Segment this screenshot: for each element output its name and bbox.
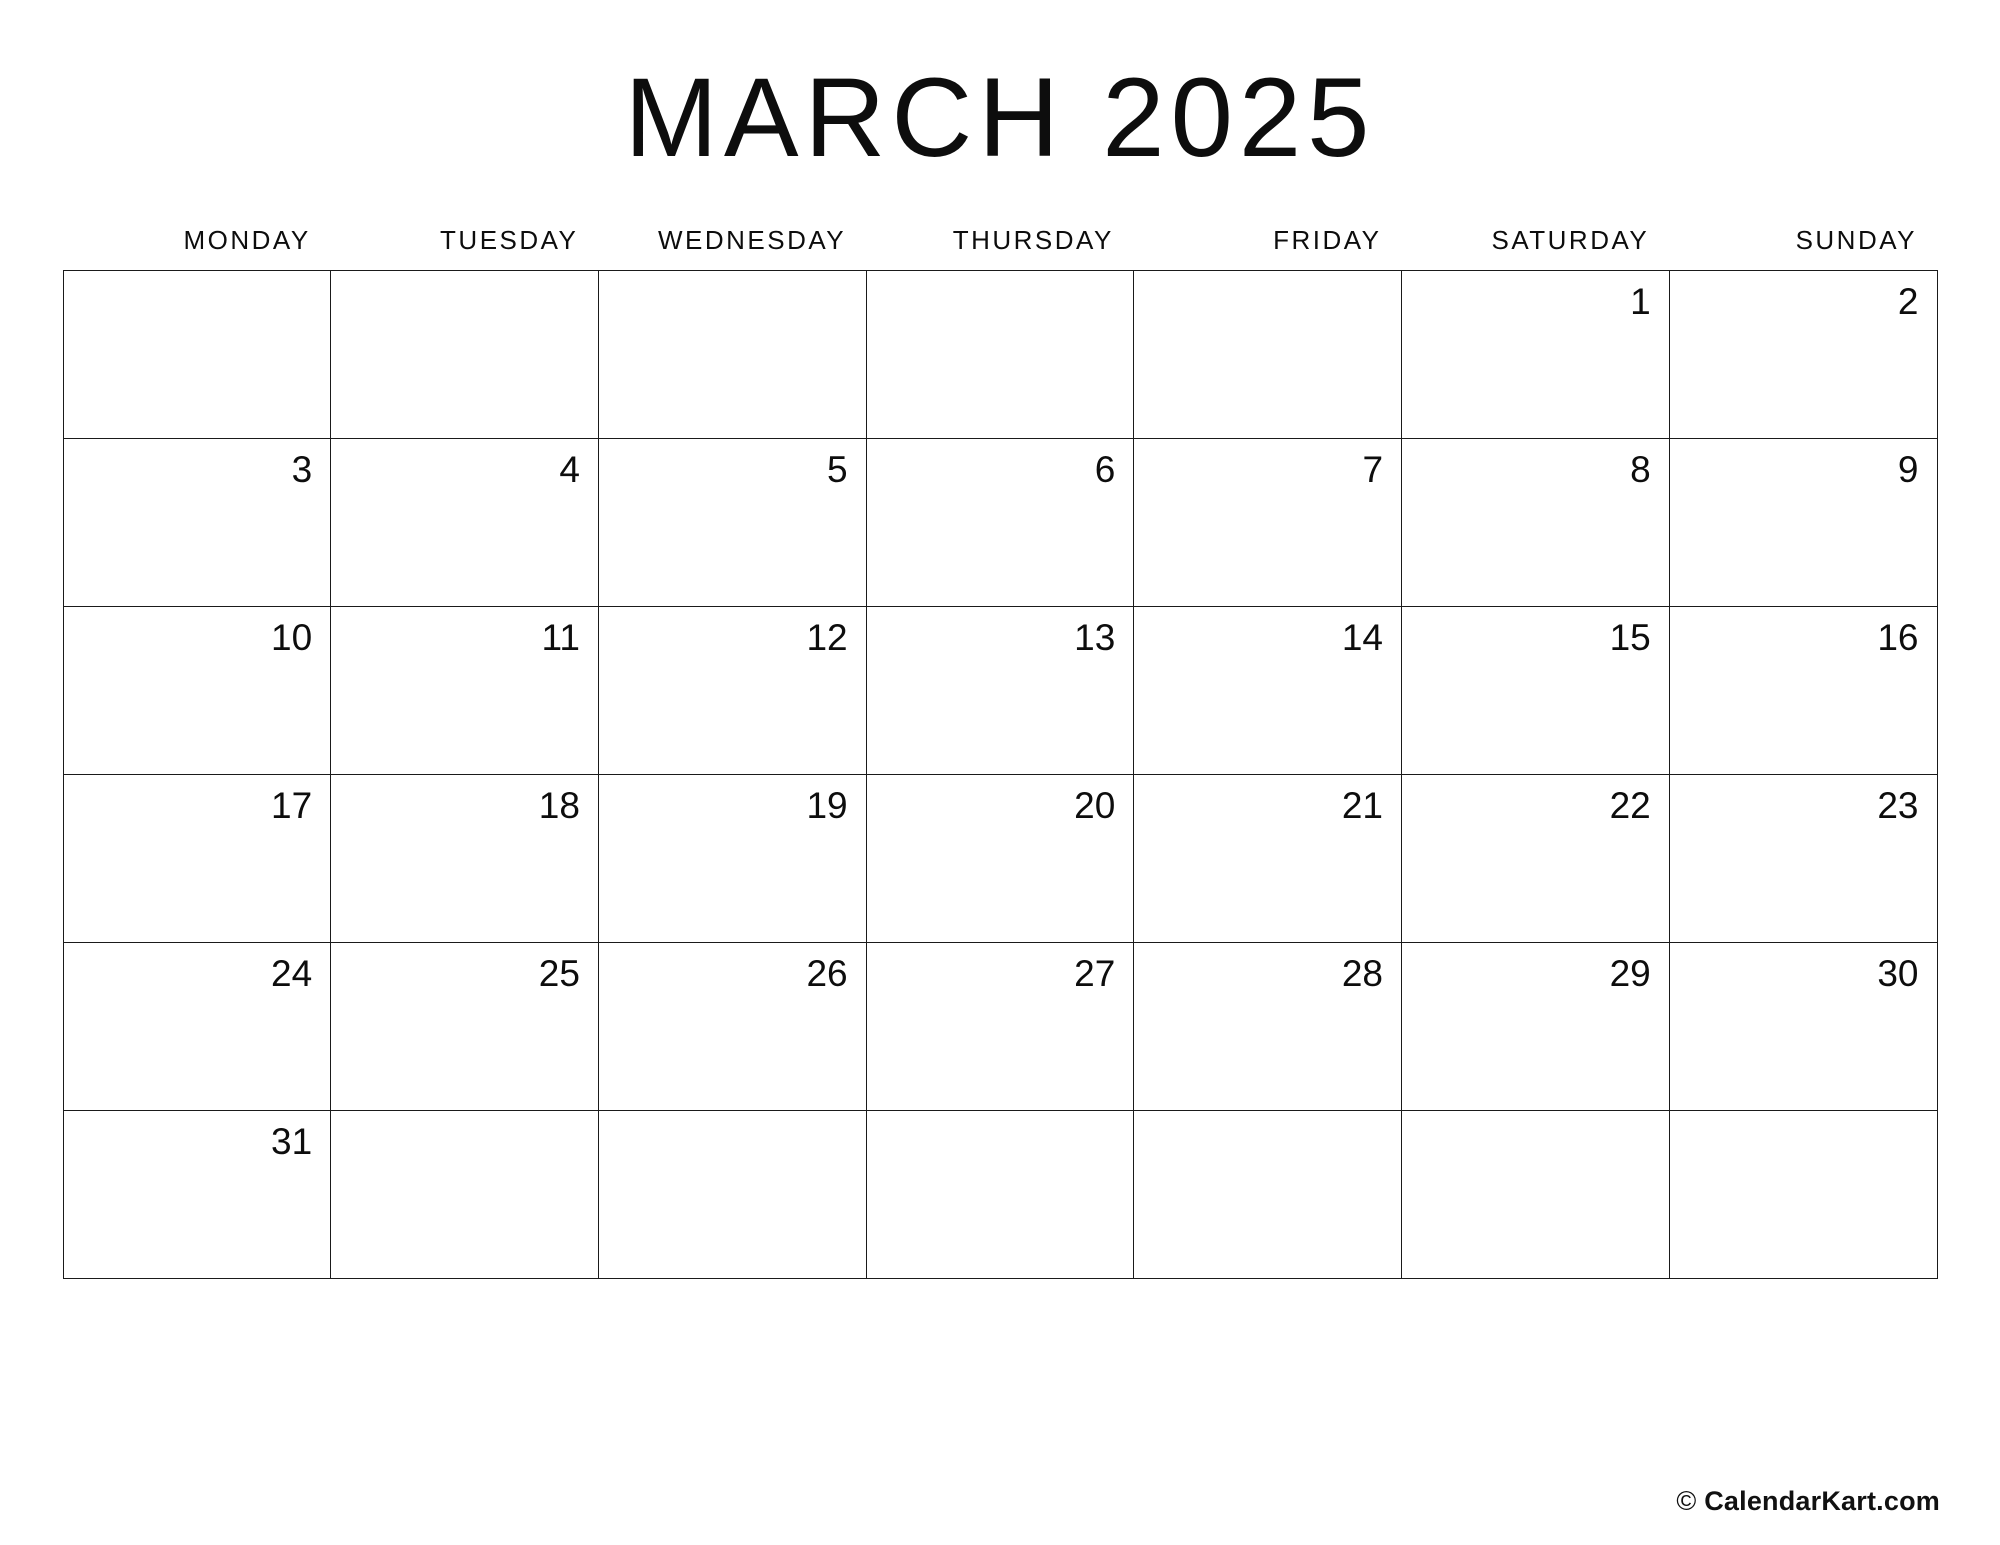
day-cell[interactable]: 27 <box>866 942 1134 1110</box>
weekday-header-sunday: SUNDAY <box>1795 224 1917 255</box>
day-cell[interactable] <box>1134 1110 1402 1278</box>
day-cell[interactable] <box>1669 1110 1937 1278</box>
calendar-grid <box>63 214 1938 1279</box>
weekday-header-saturday: SATURDAY <box>1491 224 1650 255</box>
weekday-header-wednesday: WEDNESDAY <box>657 224 847 255</box>
day-cell[interactable]: 30 <box>1669 942 1937 1110</box>
calendar-week-row <box>63 942 1937 1110</box>
day-cell[interactable] <box>63 270 331 438</box>
day-cell[interactable]: 17 <box>63 774 331 942</box>
day-cell[interactable] <box>598 270 866 438</box>
day-cell[interactable]: 16 <box>1669 606 1937 774</box>
day-cell[interactable]: 9 <box>1669 438 1937 606</box>
day-cell[interactable]: 13 <box>866 606 1134 774</box>
day-cell[interactable] <box>331 270 599 438</box>
day-cell[interactable]: 12 <box>598 606 866 774</box>
weekday-header-tuesday: TUESDAY <box>440 224 579 255</box>
day-cell[interactable]: 10 <box>63 606 331 774</box>
day-cell[interactable]: 18 <box>331 774 599 942</box>
day-cell[interactable]: 6 <box>866 438 1134 606</box>
day-cell[interactable] <box>866 270 1134 438</box>
day-cell[interactable]: 1 <box>1402 270 1670 438</box>
day-cell[interactable]: 8 <box>1402 438 1670 606</box>
calendar-week-row <box>63 438 1937 606</box>
weekday-header-thursday: THURSDAY <box>952 224 1114 255</box>
day-cell[interactable] <box>1402 1110 1670 1278</box>
brand-name: CalendarKart.com <box>1704 1486 1940 1516</box>
day-cell[interactable]: 7 <box>1134 438 1402 606</box>
day-cell[interactable]: 5 <box>598 438 866 606</box>
weekday-header-row <box>63 214 1937 270</box>
day-cell[interactable]: 22 <box>1402 774 1670 942</box>
day-cell[interactable]: 23 <box>1669 774 1937 942</box>
calendar-week-row <box>63 606 1937 774</box>
day-cell[interactable]: 3 <box>63 438 331 606</box>
day-cell[interactable]: 26 <box>598 942 866 1110</box>
calendar-week-row <box>63 774 1937 942</box>
footer-credit <box>1676 1486 1940 1517</box>
calendar-week-row <box>63 270 1937 438</box>
day-cell[interactable]: 11 <box>331 606 599 774</box>
day-cell[interactable] <box>598 1110 866 1278</box>
day-cell[interactable]: 28 <box>1134 942 1402 1110</box>
day-cell[interactable] <box>331 1110 599 1278</box>
day-cell[interactable]: 24 <box>63 942 331 1110</box>
day-cell[interactable]: 21 <box>1134 774 1402 942</box>
weekday-header-monday: MONDAY <box>183 224 311 255</box>
day-cell[interactable]: 31 <box>63 1110 331 1278</box>
day-cell[interactable] <box>866 1110 1134 1278</box>
day-cell[interactable]: 19 <box>598 774 866 942</box>
page-title: MARCH 2025 <box>624 55 1376 180</box>
day-cell[interactable]: 2 <box>1669 270 1937 438</box>
copyright-icon: © <box>1676 1486 1697 1516</box>
day-cell[interactable]: 25 <box>331 942 599 1110</box>
day-cell[interactable]: 4 <box>331 438 599 606</box>
day-cell[interactable]: 29 <box>1402 942 1670 1110</box>
day-cell[interactable]: 20 <box>866 774 1134 942</box>
day-cell[interactable] <box>1134 270 1402 438</box>
weekday-header-friday: FRIDAY <box>1273 224 1382 255</box>
calendar-week-row <box>63 1110 1937 1278</box>
day-cell[interactable]: 14 <box>1134 606 1402 774</box>
day-cell[interactable]: 15 <box>1402 606 1670 774</box>
